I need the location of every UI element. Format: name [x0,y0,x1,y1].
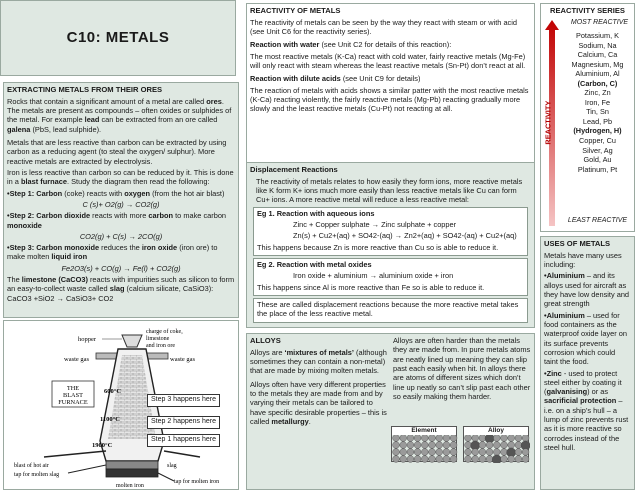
atom [515,456,522,463]
atom [493,449,500,456]
atom [400,456,407,463]
atom [436,456,443,463]
atom [486,442,493,449]
atom [414,442,421,449]
uses-panel [540,236,635,490]
series-item: Zinc, Zn [584,88,611,98]
alloy-label: Alloy [464,427,528,435]
atom [515,435,522,442]
limestone-paragraph: The limestone (CaCO3) reacts with impurities such as silicon to form an easy-to-collect waste called slag (calcium silicate, CaSiO3): CaCO3 +SiO2 → CaSiO3+ CO2 [7,275,235,303]
atom [429,456,436,463]
series-item: Aluminium, Al [575,69,620,79]
atom [407,449,414,456]
series-item: Magnesium, Mg [571,59,624,69]
atom [501,449,508,456]
atom [501,442,508,449]
hopper-shape [122,335,142,347]
atom [429,435,436,442]
atom [450,435,457,442]
slag-label: slag [167,463,177,469]
acid-heading: Reaction with dilute acids (see Unit C9 for details) [250,74,421,84]
atom [443,435,450,442]
element-structure-picture [391,426,457,462]
extract-ores-paragraph: Rocks that contain a significant amount of a metal are called ores. The metals are present as compounds – often oxides or sulphides of the metal. For example lead can be extracted from an ore called galena (PbS, lead sulphide). [7,96,232,134]
atom [508,442,515,449]
water-body: The most reactive metals (K-Ca) react with cold water, fairly reactive metals (Mg-Fe) will only react with steam whereas the least reactive metals (Sn-Pt) don’t react at all. [250,51,526,70]
atom [493,442,500,449]
least-reactive-label: LEAST REACTIVE [567,217,628,224]
molten-iron-label: molten iron [116,483,144,489]
atom [414,456,421,463]
step-2-text: •Step 2: Carbon dioxide reacts with more carbon to make carbon monoxide [7,211,227,230]
temp-600: 600°C [104,388,122,395]
atom [393,456,400,463]
atom [522,449,529,456]
atom [400,449,407,456]
page-title: C10: METALS [66,28,170,46]
hot-air-label: blast of hot air [14,463,49,469]
alloys-right-column [393,336,531,403]
step-3-callout: Step 3 happens here [147,394,220,407]
alloys-definition: Alloys are ‘mixtures of metals’ (although sometimes they can contain a non-metal) that are made by mixing molten metals. [250,347,387,376]
reactivity-panel [246,3,535,163]
atom [479,442,486,449]
extract-carbon-paragraph: Metals that are less reactive than carbon can be extracted by using carbon as a reducing agent (to steal the oxygen/ sulphur). More reactive metals are extracted by electrolysis. [7,137,227,166]
atom [436,442,443,449]
atom [443,442,450,449]
atom [436,435,443,442]
atom [465,435,472,442]
water-heading: Reaction with water (see Unit C2 for details of this reaction): [250,40,452,50]
slag-layer [106,461,158,469]
temp-1100: 1100°C [100,416,120,423]
tap-slag-label: tap for molten slag [14,472,60,478]
atom [522,456,529,463]
extracting-metals-panel [3,82,239,318]
atom [393,442,400,449]
series-item: Platinum, Pt [577,164,618,174]
example-2-word-equation: Iron oxide + aluminium → aluminium oxide + iron [293,271,454,281]
equation-2: CO2(g) + C(s) → 2CO(g) [79,231,163,241]
displacement-note-box [253,298,528,323]
alloy-structure-picture [463,426,529,462]
page-title-box [0,0,236,76]
extract-heading: EXTRACTING METALS FROM THEIR ORES [7,85,163,94]
displacement-panel [246,162,535,328]
series-item: (Hydrogen, H) [573,126,622,136]
alloys-hardness: Alloys are often harder than the metals they are made from. In pure metals atoms are neatly lined up meaning they can slip past each easily when hit. In alloys there are atoms of different sizes which don’t line up neatly so can’t slip past each other so easily making them harder. [393,336,531,401]
atom [522,435,529,442]
hopper-label: hopper [78,336,97,343]
atom [501,435,508,442]
atom [515,442,522,449]
atom [508,435,515,442]
reactivity-series-panel [540,3,635,232]
atom [407,442,414,449]
reactivity-series-list [563,31,632,174]
blast-label-2: BLAST [63,392,83,399]
series-item: Copper, Cu [579,136,616,146]
atom [450,449,457,456]
atom [465,456,472,463]
alloys-properties: Alloys often have very different properties to the metals they are made from and by varying their metals can be tailored to have specific desirable properties – this is called metallurgy. [250,379,387,426]
atom [501,456,508,463]
atom [508,456,515,463]
atom [450,456,457,463]
series-item: (Carbon, C) [577,78,618,88]
temp-1900: 1900°C [92,442,113,449]
atom [443,449,450,456]
displacement-intro: The reactivity of metals relates to how easily they form ions, more reactive metals like K form K+ ions much more easily than less reactive metals like Cu can form Cu+ ions. A more reactive metal will reduce a less reactive metal: [256,176,523,205]
atom [450,442,457,449]
molten-iron-layer [106,469,158,477]
atom [515,449,522,456]
series-item: Lead, Pb [582,116,613,126]
atom [429,442,436,449]
atom [465,442,472,449]
example-2-heading: Eg 2. Reaction with metal oxides [257,259,372,269]
atom [472,449,479,456]
example-1-ionic-equation: Zn(s) + Cu2+(aq) + SO42-(aq) → Zn2+(aq) + SO42-(aq) + Cu2+(aq) [293,231,517,241]
atom [393,435,400,442]
atom [421,449,428,456]
example-1-note: This happens because Zn is more reactive than Cu so is able to reduce it. [257,242,499,252]
atom [479,435,486,442]
atom [414,449,421,456]
step-2-callout: Step 2 happens here [147,416,220,429]
atom [393,449,400,456]
series-item: Sodium, Na [578,40,617,50]
atom [400,442,407,449]
acid-body: The reaction of metals with acids shows a similar patter with the most reactive metals (K-Ca) reacting violently, the fairly reactive metals (Mg-Pb) reacting gradually more slowly and the least reactive metals (Cu-Pt) not reacting at all. [250,85,529,114]
step-1-callout: Step 1 happens here [147,434,220,447]
atom [492,455,501,463]
series-heading: REACTIVITY SERIES [550,6,625,15]
most-reactive-label: MOST REACTIVE [570,19,629,26]
atom [486,449,493,456]
charge-label-2: limestone [146,336,170,342]
atom [421,442,428,449]
example-2-note: This happens since Al is more reactive than Fe so is able to reduce it. [257,282,485,292]
atom [400,435,407,442]
waste-gas-label-right: waste gas [170,356,196,363]
atom [486,456,493,463]
extract-iron-paragraph: Iron is less reactive than carbon so can be reduced by it. This is done in a blast furnace. Study the diagram then read the following: [7,167,234,187]
step-3-text: •Step 3: Carbon monoxide reduces the iron oxide (iron ore) to make molten liquid iron [7,243,218,262]
atom [479,456,486,463]
equation-1: C (s)+ O2(g) → CO2(g) [82,199,160,209]
atom [436,449,443,456]
displacement-note: These are called displacement reactions because the more reactive metal takes the place of the less reactive metal. [257,299,519,319]
series-item: Tin, Sn [586,107,609,117]
atom [414,435,421,442]
uses-heading: USES OF METALS [544,239,611,248]
alloys-heading: ALLOYS [250,336,281,345]
atom [493,435,500,442]
charge-label-3: and iron ore [146,343,175,349]
blast-label-3: FURNACE [58,399,88,406]
atom [479,449,486,456]
waste-gas-label-left: waste gas [64,356,90,363]
example-1-word-equation: Zinc + Copper sulphate → Zinc sulphate + copper [293,219,457,229]
atom [472,435,479,442]
uses-intro: Metals have many uses including: [544,250,622,269]
use-aluminium-food: •Aluminium – used for food containers as the waterproof oxide layer on its surface prevents corrosion which could taint the food. [544,310,627,367]
atom [465,449,472,456]
atom [443,456,450,463]
displacement-heading: Displacement Reactions [250,165,338,174]
step-1-text: •Step 1: Carbon (coke) reacts with oxygen (from the hot air blast) [7,188,225,198]
equation-3: Fe2O3(s) + CO(g) → Fe(l) + CO2(g) [61,263,181,273]
use-zinc: •Zinc - used to protect steel either by coating it (galvanising) or as sacrificial protection – i.e. on a ship’s hull – a lump of zinc prevents rust as it is more reactive so corrodes instead of the steel hull. [544,368,629,453]
reactivity-intro: The reactivity of metals can be seen by the way they react with steam or with acid (see Unit C6 for the reactivity series). [250,17,518,36]
series-item: Gold, Au [583,155,612,165]
example-1-box [253,207,528,256]
series-item: Calcium, Ca [577,50,618,60]
atom [429,449,436,456]
atom [407,456,414,463]
reactivity-heading: REACTIVITY OF METALS [250,6,341,15]
series-item: Potassium, K [576,31,619,40]
example-1-heading: Eg 1. Reaction with aqueous ions [257,208,375,218]
atom [472,456,479,463]
alloys-panel [246,333,535,490]
charge-label-1: charge of coke, [146,329,183,335]
atom [407,435,414,442]
use-aluminium-aircraft: •Aluminium – and its alloys used for aircraft as they have low density and great strength [544,271,630,309]
alloy-structure-pictures [391,426,529,462]
atom [421,456,428,463]
reactivity-axis-label: REACTIVITY [543,100,553,145]
blast-furnace-diagram [3,320,239,490]
series-item: Silver, Ag [582,145,613,155]
example-2-box [253,258,528,296]
tap-iron-label: tap for molten iron [174,479,220,485]
element-label: Element [392,427,456,435]
atom [421,435,428,442]
blast-label-1: THE [66,385,80,392]
series-item: Iron, Fe [584,97,611,107]
alloys-left-column [250,336,388,428]
